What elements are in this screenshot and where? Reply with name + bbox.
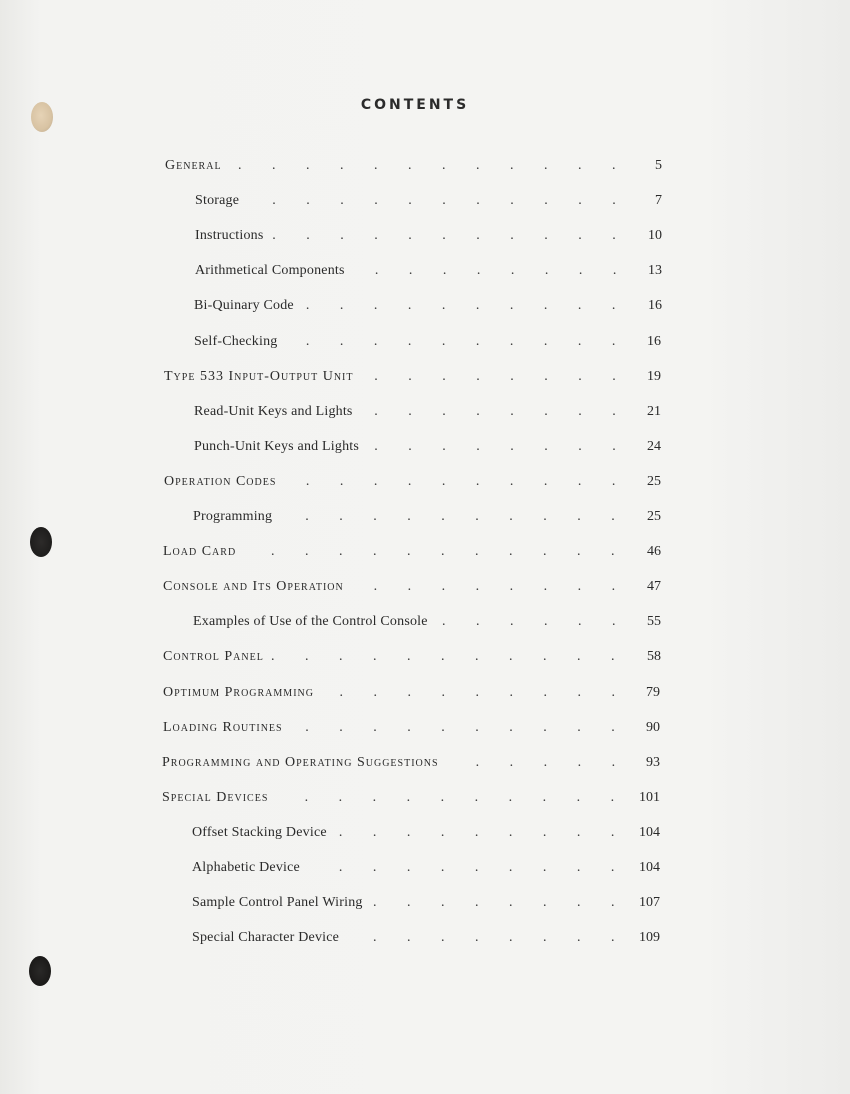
toc-page-number: 24 xyxy=(647,439,661,454)
toc-entry xyxy=(0,224,850,248)
toc-entry xyxy=(0,470,850,494)
toc-subsection-label: Alphabetic Device xyxy=(192,860,300,875)
dot-leader: . . . . . . . . . . xyxy=(305,474,616,489)
toc-page-number: 21 xyxy=(647,404,661,419)
page-title: CONTENTS xyxy=(360,97,470,113)
toc-entry xyxy=(0,189,850,213)
dot-leader: . . . . . . . . xyxy=(374,263,617,278)
toc-section-label: Operation Codes xyxy=(164,474,277,489)
toc-subsection-label: Bi-Quinary Code xyxy=(194,298,294,313)
dot-leader: . . . . . . . . . . xyxy=(304,790,615,805)
dot-leader: . . . . . . . . xyxy=(373,579,616,594)
toc-entry xyxy=(0,330,850,354)
toc-section-label: General xyxy=(165,158,222,173)
dot-leader: . . . . . . . . . xyxy=(339,685,615,700)
toc-page-number: 101 xyxy=(639,790,660,805)
dot-leader: . . . . . . . . . . . xyxy=(271,544,615,559)
dot-leader: . . . . . . . . xyxy=(373,930,615,945)
toc-page-number: 5 xyxy=(655,158,662,173)
toc-entry xyxy=(0,400,850,424)
dot-leader: . . . . . xyxy=(475,755,616,770)
toc-page-number: 107 xyxy=(639,895,660,910)
toc-subsection-label: Programming xyxy=(193,509,273,524)
toc-page-number: 104 xyxy=(639,825,660,840)
toc-page-number: 16 xyxy=(647,334,661,349)
dot-leader: . . . . . . . . . xyxy=(338,860,615,875)
toc-section-label: Optimum Programming xyxy=(163,685,314,700)
toc-entry xyxy=(0,365,850,389)
toc-entry xyxy=(0,751,850,775)
toc-page-number: 93 xyxy=(646,755,660,770)
toc-subsection-label: Instructions xyxy=(195,228,264,243)
dot-leader: . . . . . . . . xyxy=(374,439,616,454)
toc-entry xyxy=(0,540,850,564)
toc-subsection-label: Punch-Unit Keys and Lights xyxy=(194,439,360,454)
toc-entry xyxy=(0,154,850,178)
toc-entry xyxy=(0,681,850,705)
toc-subsection-label: Arithmetical Components xyxy=(195,263,345,278)
toc-page-number: 16 xyxy=(648,298,662,313)
toc-entry xyxy=(0,716,850,740)
toc-subsection-label: Sample Control Panel Wiring xyxy=(192,895,363,910)
dot-leader: . . . . . . . . . . . xyxy=(271,649,615,664)
toc-page-number: 46 xyxy=(647,544,661,559)
toc-page-number: 55 xyxy=(647,614,661,629)
toc-subsection-label: Read-Unit Keys and Lights xyxy=(194,404,353,419)
toc-page-number: 58 xyxy=(647,649,661,664)
dot-leader: . . . . . . xyxy=(442,614,616,629)
toc-page-number: 25 xyxy=(647,509,661,524)
toc-subsection-label: Special Character Device xyxy=(192,930,340,945)
dot-leader: . . . . . . . . . . xyxy=(305,720,615,735)
toc-section-label: Load Card xyxy=(163,544,237,559)
toc-page-number: 90 xyxy=(646,720,660,735)
toc-subsection-label: Offset Stacking Device xyxy=(192,825,327,840)
toc-entry xyxy=(0,575,850,599)
toc-subsection-label: Examples of Use of the Control Console xyxy=(193,614,428,629)
toc-entry xyxy=(0,294,850,318)
toc-entry xyxy=(0,926,850,950)
dot-leader: . . . . . . . . xyxy=(374,404,616,419)
toc-section-label: Control Panel xyxy=(163,649,264,664)
toc-page-number: 47 xyxy=(647,579,661,594)
toc-entry xyxy=(0,610,850,634)
toc-page-number: 19 xyxy=(647,369,661,384)
dot-leader: . . . . . . . . . . . xyxy=(272,193,616,208)
toc-page-number: 25 xyxy=(647,474,661,489)
toc-entry xyxy=(0,435,850,459)
toc-page-number: 10 xyxy=(648,228,662,243)
toc-entry xyxy=(0,505,850,529)
toc-entry xyxy=(0,856,850,880)
toc-section-label: Loading Routines xyxy=(163,720,283,735)
toc-section-label: Type 533 Input-Output Unit xyxy=(164,369,354,384)
dot-leader: . . . . . . . . . . . . xyxy=(238,158,616,173)
toc-entry xyxy=(0,259,850,283)
toc-section-label: Special Devices xyxy=(162,790,269,805)
toc-subsection-label: Storage xyxy=(195,193,240,208)
toc-entry xyxy=(0,821,850,845)
toc-subsection-label: Self-Checking xyxy=(194,334,278,349)
dot-leader: . . . . . . . . . . xyxy=(305,334,616,349)
dot-leader: . . . . . . . . xyxy=(374,369,616,384)
dot-leader: . . . . . . . . . xyxy=(338,825,615,840)
dot-leader: . . . . . . . . . . xyxy=(305,298,616,313)
dot-leader: . . . . . . . . xyxy=(373,895,615,910)
toc-page-number: 104 xyxy=(639,860,660,875)
toc-entry xyxy=(0,891,850,915)
toc-page-number: 7 xyxy=(655,193,662,208)
dot-leader: . . . . . . . . . . xyxy=(305,509,615,524)
toc-section-label: Programming and Operating Suggestions xyxy=(162,755,439,770)
toc-section-label: Console and Its Operation xyxy=(163,579,344,594)
toc-page-number: 109 xyxy=(639,930,660,945)
toc-page-number: 13 xyxy=(648,263,662,278)
toc-entry xyxy=(0,786,850,810)
toc-entry xyxy=(0,645,850,669)
toc-page-number: 79 xyxy=(646,685,660,700)
dot-leader: . . . . . . . . . . . xyxy=(272,228,616,243)
